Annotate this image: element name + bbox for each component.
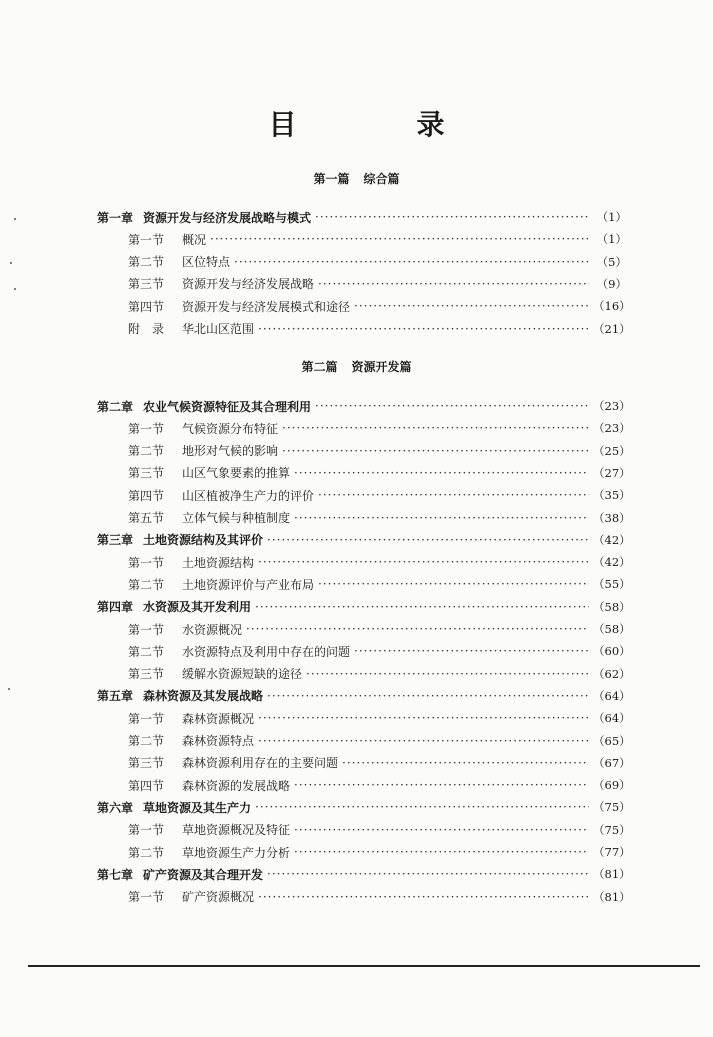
section-title: 矿产资源概况 (182, 890, 255, 905)
section-label: 第二节 (128, 644, 165, 659)
page-number: （27） (593, 465, 631, 480)
page-number: （75） (593, 822, 631, 837)
page-number: （55） (593, 577, 631, 592)
dot-leader (294, 823, 589, 837)
section-title: 森林资源利用存在的主要问题 (182, 756, 339, 771)
section-title: 土地资源结构 (182, 555, 255, 570)
dot-leader (318, 488, 589, 502)
dot-leader (255, 800, 589, 814)
toc-section-entry (128, 462, 631, 484)
section-label: 第二节 (128, 734, 165, 748)
toc-section-entry (128, 663, 631, 685)
chapter-label: 第三章 (97, 533, 134, 548)
dot-leader (267, 689, 589, 703)
page-number: （5） (596, 254, 627, 269)
section-label: 第三节 (128, 667, 165, 682)
chapter-title: 水资源及其开发利用 (143, 600, 252, 615)
part-label: 第二篇 (301, 360, 338, 374)
part-heading (0, 170, 713, 187)
section-label: 第一节 (128, 555, 165, 570)
scan-speck (14, 218, 16, 220)
toc-section-entry (128, 551, 631, 573)
dot-leader (258, 890, 589, 904)
section-title: 森林资源概况 (182, 711, 255, 726)
section-title: 水资源概况 (182, 622, 243, 637)
page-number: （65） (593, 733, 631, 748)
page-number: （67） (593, 755, 631, 770)
dot-leader (315, 210, 589, 224)
section-label: 第四节 (128, 778, 165, 793)
toc-section-entry (128, 730, 631, 752)
section-label: 第二节 (128, 577, 165, 592)
page-number: （81） (593, 867, 631, 882)
toc-chapter-entry (97, 596, 631, 618)
toc-section-entry (128, 251, 627, 273)
toc-chapter-entry (97, 796, 631, 818)
chapter-label: 第七章 (97, 867, 134, 882)
dot-leader (294, 466, 589, 480)
page-number: （9） (596, 276, 627, 291)
chapter-title: 土地资源结构及其评价 (143, 533, 264, 548)
section-title: 概况 (182, 232, 207, 247)
part-name: 综合篇 (363, 172, 400, 186)
section-label: 第四节 (128, 488, 165, 503)
section-title: 地形对气候的影响 (182, 444, 279, 459)
section-title: 缓解水资源短缺的途径 (182, 667, 303, 682)
dot-leader (210, 232, 589, 246)
page-number: （42） (593, 532, 631, 547)
section-title: 森林资源的发展战略 (182, 778, 291, 793)
dot-leader (294, 511, 589, 525)
toc-section-entry (128, 774, 631, 796)
toc-section-entry (128, 640, 631, 662)
part-name: 资源开发篇 (351, 360, 412, 374)
toc-chapter-entry (97, 863, 631, 885)
page-number: （64） (593, 688, 631, 703)
chapter-title: 森林资源及其发展战略 (143, 689, 264, 704)
section-label: 第一节 (128, 421, 165, 436)
chapter-label: 第六章 (97, 800, 134, 815)
page-number: （81） (593, 889, 631, 904)
chapter-label: 第五章 (97, 689, 134, 704)
page-number: （1） (596, 210, 627, 224)
section-title: 草地资源概况及特征 (182, 823, 291, 838)
toc-section-entry (128, 707, 631, 729)
toc-section-entry (128, 618, 631, 640)
section-label: 第一节 (128, 622, 165, 637)
chapter-label: 第四章 (97, 600, 134, 615)
dot-leader (342, 756, 589, 770)
toc-section-entry (128, 507, 631, 529)
toc-section-entry (128, 752, 631, 774)
page-number: （58） (593, 622, 631, 636)
chapter-label: 第二章 (97, 399, 134, 414)
section-label: 第三节 (128, 277, 165, 292)
part-label: 第一篇 (313, 172, 350, 186)
dot-leader (306, 667, 589, 681)
toc-section-entry (128, 819, 631, 841)
dot-leader (315, 399, 589, 413)
section-label: 第三节 (128, 466, 165, 481)
dot-leader (354, 299, 589, 313)
chapter-title: 矿产资源及其合理开发 (143, 867, 264, 882)
page-number: （38） (593, 510, 631, 525)
section-label: 附 录 (128, 322, 165, 336)
dot-leader (258, 734, 589, 748)
scan-speck (8, 688, 10, 690)
dot-leader (255, 600, 589, 614)
section-title: 区位特点 (182, 255, 231, 270)
dot-leader (258, 711, 589, 725)
chapter-title: 草地资源及其生产力 (143, 800, 252, 815)
toc-section-entry (128, 228, 627, 250)
page-number: （64） (593, 711, 631, 726)
scan-speck (14, 288, 16, 290)
section-title: 森林资源特点 (182, 734, 255, 748)
toc-section-entry (128, 484, 631, 506)
toc-section-entry (128, 573, 631, 595)
page-number: （25） (593, 443, 631, 458)
page-number: （35） (593, 488, 631, 503)
page-number: （23） (593, 421, 631, 436)
section-label: 第四节 (128, 299, 165, 314)
section-title: 立体气候与种植制度 (182, 511, 291, 525)
section-title: 水资源特点及利用中存在的问题 (182, 644, 351, 659)
page-title: 目 录 (268, 108, 491, 141)
page-number: （42） (593, 555, 631, 570)
section-label: 第一节 (128, 823, 165, 838)
page-number: （23） (593, 399, 631, 413)
dot-leader (354, 644, 589, 658)
dot-leader (282, 421, 589, 435)
toc-section-entry (128, 841, 631, 863)
page-number: （60） (593, 644, 631, 659)
chapter-title: 资源开发与经济发展战略与模式 (143, 210, 312, 225)
scan-speck (10, 262, 12, 264)
section-label: 第二节 (128, 255, 165, 270)
dot-leader (258, 322, 589, 336)
dot-leader (294, 778, 589, 792)
section-title: 资源开发与经济发展模式和途径 (182, 299, 351, 314)
toc-section-entry (128, 886, 631, 908)
toc-section-entry (128, 318, 631, 340)
toc-section-entry (128, 417, 631, 439)
section-title: 华北山区范围 (182, 322, 255, 336)
dot-leader (246, 622, 589, 636)
toc-chapter-entry (97, 685, 631, 707)
section-label: 第二节 (128, 845, 165, 860)
dot-leader (267, 533, 589, 547)
dot-leader (234, 255, 589, 269)
toc-chapter-entry (97, 206, 627, 228)
toc-chapter-entry (97, 395, 631, 417)
page-number: （16） (593, 299, 631, 314)
section-title: 山区气象要素的推算 (182, 466, 291, 481)
page-number: （62） (593, 666, 631, 681)
dot-leader (318, 277, 589, 291)
section-label: 第二节 (128, 444, 165, 459)
dot-leader (282, 444, 589, 458)
section-title: 资源开发与经济发展战略 (182, 277, 315, 292)
toc-chapter-entry (97, 529, 631, 551)
dot-leader (258, 555, 589, 569)
page-number: （58） (593, 599, 631, 614)
section-title: 气候资源分布特征 (182, 421, 279, 436)
chapter-label: 第一章 (97, 210, 134, 225)
toc-section-entry (128, 273, 627, 295)
dot-leader (294, 845, 589, 859)
page-number: （69） (593, 778, 631, 793)
part-heading (0, 358, 713, 375)
dot-leader (267, 867, 589, 881)
page-number: （75） (593, 800, 631, 815)
section-title: 草地资源生产力分析 (182, 845, 291, 860)
section-title: 土地资源评价与产业布局 (182, 577, 315, 592)
section-label: 第一节 (128, 711, 165, 726)
chapter-title: 农业气候资源特征及其合理利用 (143, 399, 312, 414)
toc-section-entry (128, 440, 631, 462)
section-title: 山区植被净生产力的评价 (182, 488, 315, 503)
page-number: （21） (593, 321, 631, 336)
bottom-rule (28, 965, 700, 967)
page-number: （77） (593, 845, 631, 859)
section-label: 第一节 (128, 232, 165, 247)
section-label: 第五节 (128, 511, 165, 525)
toc-section-entry (128, 295, 631, 317)
section-label: 第一节 (128, 890, 165, 905)
page-number: （1） (596, 232, 627, 247)
dot-leader (318, 577, 589, 591)
section-label: 第三节 (128, 756, 165, 771)
